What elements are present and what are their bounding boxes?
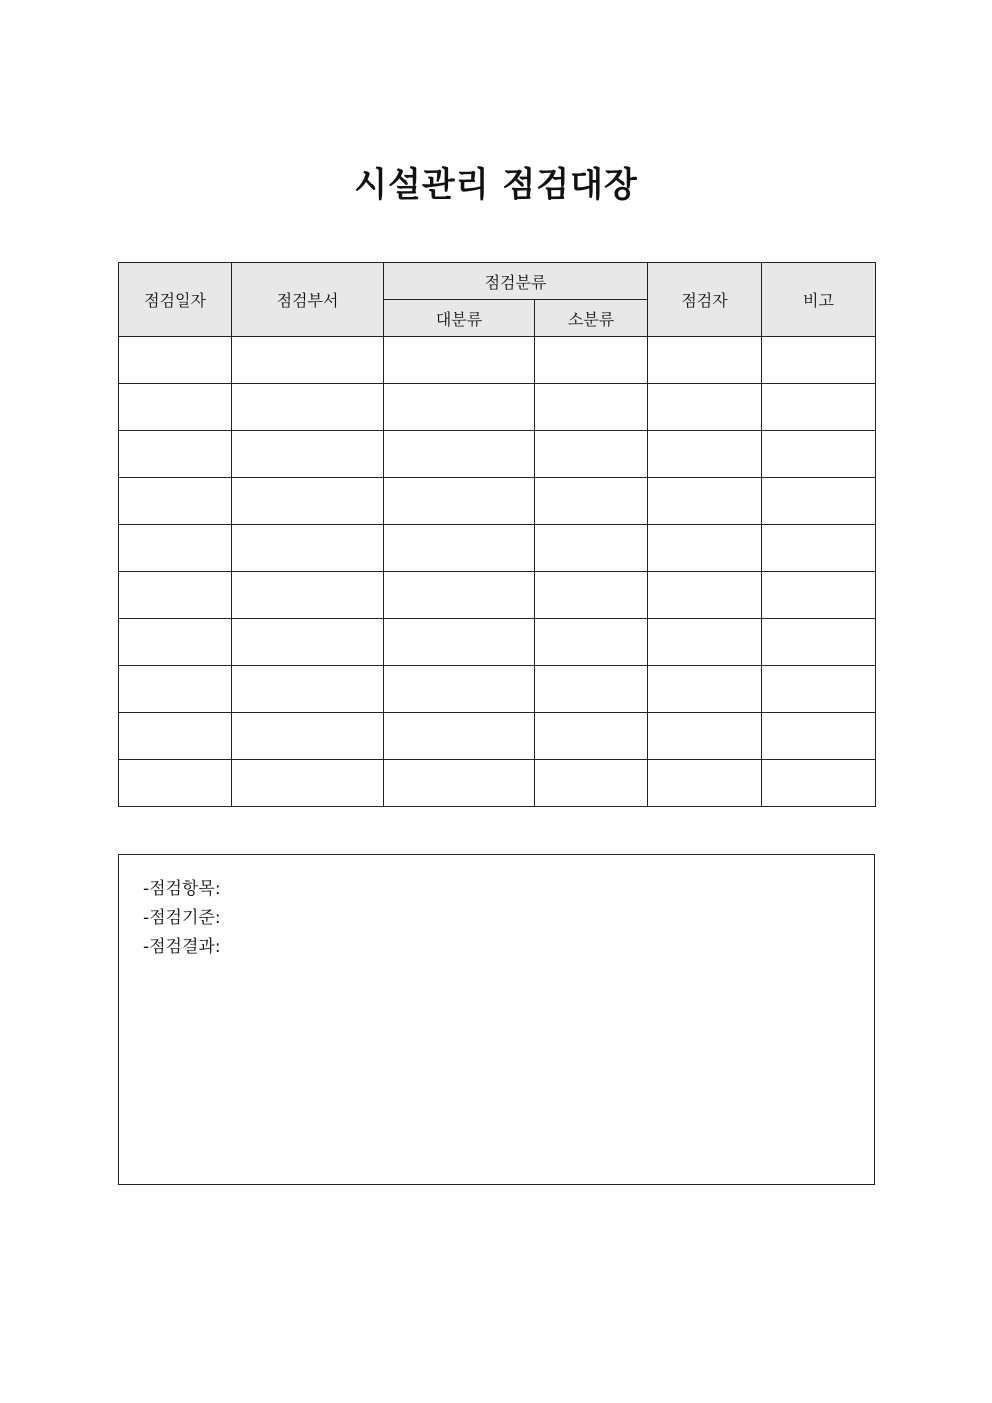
department-cell[interactable] xyxy=(232,431,384,478)
date-cell[interactable] xyxy=(119,384,232,431)
header-department: 점검부서 xyxy=(232,263,384,337)
table-row xyxy=(119,666,876,713)
header-major-category: 대분류 xyxy=(384,300,535,337)
minor-category-cell[interactable] xyxy=(535,525,648,572)
date-cell[interactable] xyxy=(119,337,232,384)
remarks-cell[interactable] xyxy=(762,666,876,713)
header-date: 점검일자 xyxy=(119,263,232,337)
major-category-cell[interactable] xyxy=(384,760,535,807)
table-row xyxy=(119,572,876,619)
table-row xyxy=(119,713,876,760)
date-cell[interactable] xyxy=(119,760,232,807)
major-category-cell[interactable] xyxy=(384,431,535,478)
inspector-cell[interactable] xyxy=(648,384,762,431)
notes-list xyxy=(119,855,874,962)
date-cell[interactable] xyxy=(119,478,232,525)
remarks-cell[interactable] xyxy=(762,525,876,572)
inspection-ledger-table xyxy=(118,262,876,807)
inspector-cell[interactable] xyxy=(648,760,762,807)
inspector-cell[interactable] xyxy=(648,572,762,619)
remarks-cell[interactable] xyxy=(762,431,876,478)
document-title: 시설관리 점검대장 xyxy=(354,165,638,205)
remarks-cell[interactable] xyxy=(762,572,876,619)
major-category-cell[interactable] xyxy=(384,572,535,619)
minor-category-cell[interactable] xyxy=(535,666,648,713)
remarks-cell[interactable] xyxy=(762,713,876,760)
major-category-cell[interactable] xyxy=(384,713,535,760)
minor-category-cell[interactable] xyxy=(535,337,648,384)
header-inspector: 점검자 xyxy=(648,263,762,337)
department-cell[interactable] xyxy=(232,713,384,760)
minor-category-cell[interactable] xyxy=(535,572,648,619)
table-row xyxy=(119,431,876,478)
minor-category-cell[interactable] xyxy=(535,713,648,760)
note-inspection-results: -점검결과: xyxy=(143,937,221,957)
inspector-cell[interactable] xyxy=(648,619,762,666)
minor-category-cell[interactable] xyxy=(535,760,648,807)
department-cell[interactable] xyxy=(232,525,384,572)
date-cell[interactable] xyxy=(119,431,232,478)
department-cell[interactable] xyxy=(232,478,384,525)
table-row xyxy=(119,337,876,384)
remarks-cell[interactable] xyxy=(762,384,876,431)
major-category-cell[interactable] xyxy=(384,525,535,572)
table-row xyxy=(119,478,876,525)
notes-box xyxy=(118,854,875,1185)
minor-category-cell[interactable] xyxy=(535,619,648,666)
header-category: 점검분류 xyxy=(384,263,648,300)
department-cell[interactable] xyxy=(232,384,384,431)
minor-category-cell[interactable] xyxy=(535,478,648,525)
inspector-cell[interactable] xyxy=(648,525,762,572)
note-inspection-criteria: -점검기준: xyxy=(143,908,221,928)
table-row xyxy=(119,525,876,572)
inspector-cell[interactable] xyxy=(648,666,762,713)
note-inspection-items: -점검항목: xyxy=(143,879,221,899)
inspector-cell[interactable] xyxy=(648,478,762,525)
department-cell[interactable] xyxy=(232,760,384,807)
department-cell[interactable] xyxy=(232,666,384,713)
major-category-cell[interactable] xyxy=(384,666,535,713)
major-category-cell[interactable] xyxy=(384,337,535,384)
date-cell[interactable] xyxy=(119,619,232,666)
remarks-cell[interactable] xyxy=(762,478,876,525)
header-minor-category: 소분류 xyxy=(535,300,648,337)
inspector-cell[interactable] xyxy=(648,431,762,478)
table-row xyxy=(119,619,876,666)
inspector-cell[interactable] xyxy=(648,713,762,760)
ledger-body xyxy=(119,337,876,807)
date-cell[interactable] xyxy=(119,666,232,713)
major-category-cell[interactable] xyxy=(384,619,535,666)
department-cell[interactable] xyxy=(232,619,384,666)
date-cell[interactable] xyxy=(119,572,232,619)
date-cell[interactable] xyxy=(119,713,232,760)
department-cell[interactable] xyxy=(232,572,384,619)
remarks-cell[interactable] xyxy=(762,337,876,384)
date-cell[interactable] xyxy=(119,525,232,572)
table-row xyxy=(119,760,876,807)
major-category-cell[interactable] xyxy=(384,478,535,525)
inspector-cell[interactable] xyxy=(648,337,762,384)
major-category-cell[interactable] xyxy=(384,384,535,431)
minor-category-cell[interactable] xyxy=(535,431,648,478)
department-cell[interactable] xyxy=(232,337,384,384)
header-remarks: 비고 xyxy=(762,263,876,337)
minor-category-cell[interactable] xyxy=(535,384,648,431)
remarks-cell[interactable] xyxy=(762,619,876,666)
remarks-cell[interactable] xyxy=(762,760,876,807)
table-row xyxy=(119,384,876,431)
